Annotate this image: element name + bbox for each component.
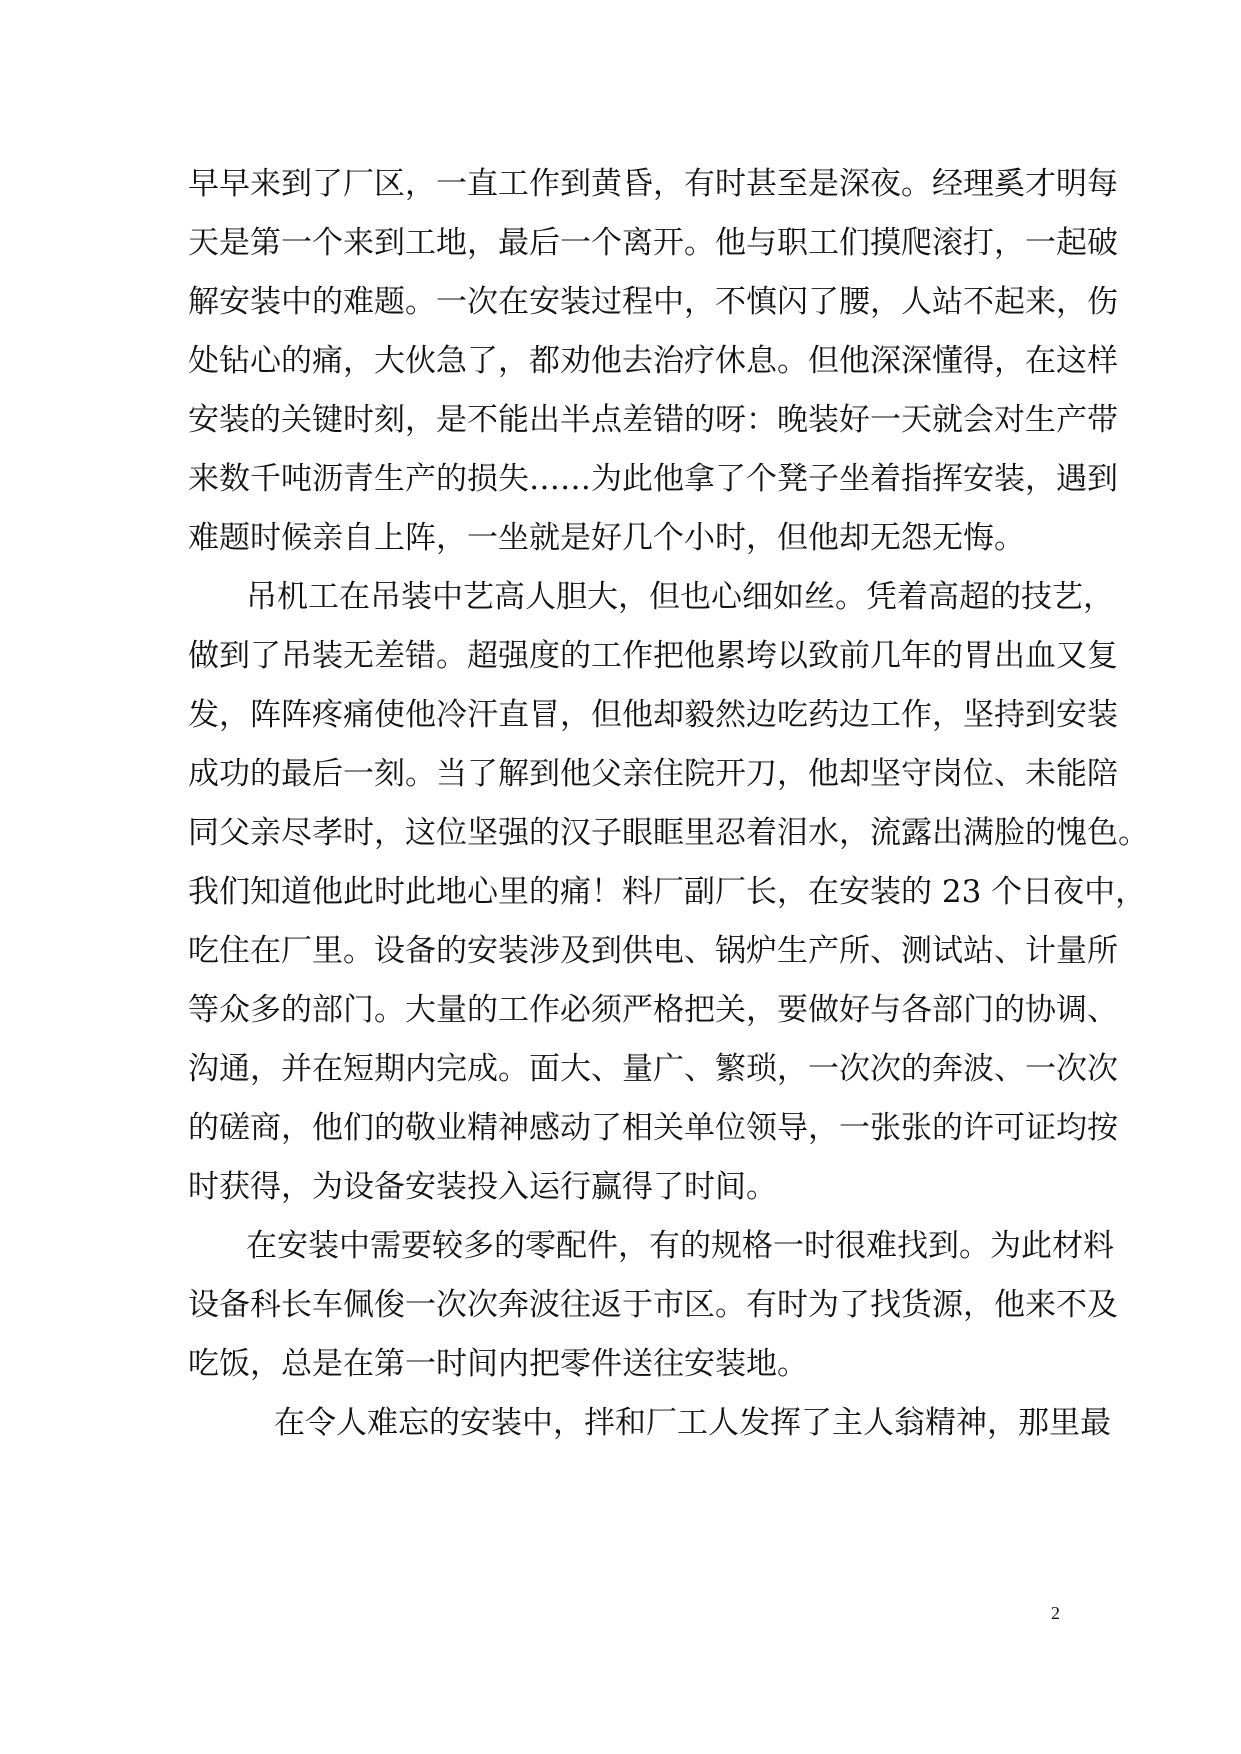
- text-line-21: 吃饭，总是在第一时间内把零件送往安装地。: [188, 1346, 808, 1382]
- text-line-16: 沟通，并在短期内完成。面大、量广、繁琐，一次次的奔波、一次次: [188, 1051, 1118, 1087]
- text-line-3: 解安装中的难题。一次在安装过程中，不慎闪了腰，人站不起来，伤: [188, 284, 1118, 320]
- text-line-14: 吃住在厂里。设备的安装涉及到供电、锅炉生产所、测试站、计量所: [188, 933, 1118, 969]
- text-line-4: 处钻心的痛，大伙急了，都劝他去治疗休息。但他深深懂得，在这样: [188, 343, 1118, 379]
- text-line-5: 安装的关键时刻，是不能出半点差错的呀：晚装好一天就会对生产带: [188, 402, 1118, 438]
- text-line-13: 我们知道他此时此地心里的痛！料厂副厂长，在安装的 23 个日夜中，: [188, 874, 1147, 910]
- text-line-15: 等众多的部门。大量的工作必须严格把关，要做好与各部门的协调、: [188, 992, 1118, 1028]
- text-line-11: 成功的最后一刻。当了解到他父亲住院开刀，他却坚守岗位、未能陪: [188, 756, 1118, 792]
- text-line-1: 早早来到了厂区，一直工作到黄昏，有时甚至是深夜。经理奚才明每: [188, 166, 1118, 202]
- text-line-20: 设备科长车佩俊一次次奔波往返于市区。有时为了找货源，他来不及: [188, 1287, 1118, 1323]
- text-line-7: 难题时候亲自上阵，一坐就是好几个小时，但他却无怨无悔。: [188, 520, 1025, 556]
- text-line-22: 在令人难忘的安装中，拌和厂工人发挥了主人翁精神，那里最: [274, 1405, 1111, 1441]
- text-line-12: 同父亲尽孝时，这位坚强的汉子眼眶里忍着泪水，流露出满脸的愧色。: [188, 815, 1149, 851]
- text-line-6: 来数千吨沥青生产的损失……为此他拿了个凳子坐着指挥安装，遇到: [188, 461, 1118, 497]
- text-line-19: 在安装中需要较多的零配件，有的规格一时很难找到。为此材料: [246, 1228, 1114, 1264]
- text-line-2: 天是第一个来到工地，最后一个离开。他与职工们摸爬滚打，一起破: [188, 225, 1118, 261]
- text-line-9: 做到了吊装无差错。超强度的工作把他累垮以致前几年的胃出血又复: [188, 638, 1118, 674]
- page-number: 2: [1051, 1603, 1060, 1623]
- text-line-10: 发，阵阵疼痛使他冷汗直冒，但他却毅然边吃药边工作，坚持到安装: [188, 697, 1118, 733]
- text-line-18: 时获得，为设备安装投入运行赢得了时间。: [188, 1169, 777, 1205]
- text-line-17: 的磋商，他们的敬业精神感动了相关单位领导，一张张的许可证均按: [188, 1110, 1118, 1146]
- text-line-8: 吊机工在吊装中艺高人胆大，但也心细如丝。凭着高超的技艺，: [246, 579, 1114, 615]
